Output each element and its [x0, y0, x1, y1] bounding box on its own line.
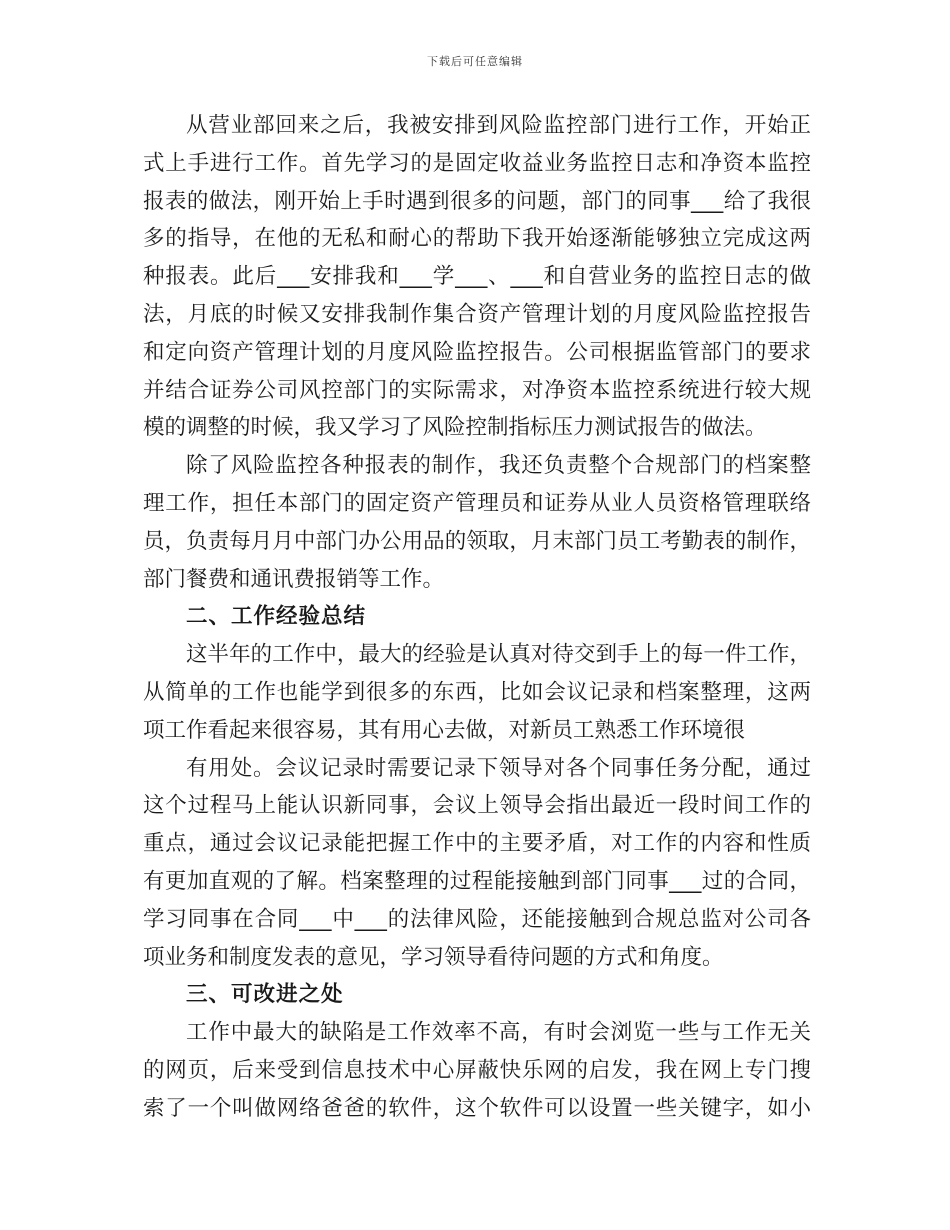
document-body — [143, 107, 811, 1128]
page-header: 下载后可任意编辑 — [427, 55, 523, 68]
paragraph-line: 并结合证券公司风控部门的实际需求，对净资本监控系统进行较大规 — [143, 377, 811, 403]
paragraph-line: 这半年的工作中，最大的经验是认真对待交到手上的每一件工作， — [186, 642, 811, 668]
paragraph-line: 有更加直观的了解。档案整理的过程能接触到部门同事___过的合同， — [143, 868, 811, 894]
paragraph-line: 法，月底的时候又安排我制作集合资产管理计划的月度风险监控报告 — [143, 301, 811, 327]
paragraph-line: 从简单的工作也能学到很多的东西，比如会议记录和档案整理，这两 — [143, 679, 811, 705]
paragraph-line: 式上手进行工作。首先学习的是固定收益业务监控日志和净资本监控 — [143, 150, 811, 176]
paragraph-line: 有用处。会议记录时需要记录下领导对各个同事任务分配，通过 — [186, 755, 811, 781]
paragraph-line: 从营业部回来之后，我被安排到风险监控部门进行工作，开始正 — [186, 113, 811, 138]
paragraph-line: 这个过程马上能认识新同事，会议上领导会指出最近一段时间工作的 — [143, 793, 811, 819]
paragraph-line: 部门餐费和通讯费报销等工作。 — [143, 566, 445, 592]
paragraph-line: 项工作看起来很容易，其有用心去做，对新员工熟悉工作环境很 — [143, 717, 746, 743]
paragraph-line: 员，负责每月月中部门办公用品的领取，月末部门员工考勤表的制作， — [143, 528, 811, 554]
paragraph-line: 重点，通过会议记录能把握工作中的主要矛盾，对工作的内容和性质 — [143, 831, 811, 857]
section-heading: 二、工作经验总结 — [186, 604, 367, 630]
paragraph-line: 理工作，担任本部门的固定资产管理员和证券从业人员资格管理联络 — [143, 490, 811, 516]
paragraph-line: 除了风险监控各种报表的制作，我还负责整个合规部门的档案整 — [186, 453, 811, 479]
paragraph-line: 索了一个叫做网络爸爸的软件，这个软件可以设置一些关键字，如小 — [143, 1095, 811, 1121]
paragraph-line: 种报表。此后___安排我和___学___、___和自营业务的监控日志的做 — [143, 264, 811, 290]
paragraph-line: 学习同事在合同___中___的法律风险，还能接触到合规总监对公司各 — [143, 906, 811, 932]
paragraph-line: 多的指导，在他的无私和耐心的帮助下我开始逐渐能够独立完成这两 — [143, 226, 811, 252]
paragraph-line: 报表的做法，刚开始上手时遇到很多的问题，部门的同事___给了我很 — [143, 188, 811, 214]
paragraph-line: 和定向资产管理计划的月度风险监控报告。公司根据监管部门的要求 — [143, 339, 811, 365]
section-heading: 三、可改进之处 — [186, 982, 344, 1008]
paragraph-line: 项业务和制度发表的意见，学习领导看待问题的方式和角度。 — [143, 944, 724, 970]
paragraph-line: 工作中最大的缺陷是工作效率不高，有时会浏览一些与工作无关 — [186, 1020, 811, 1046]
paragraph-line: 模的调整的时候，我又学习了风险控制指标压力测试报告的做法。 — [143, 415, 767, 441]
paragraph-line: 的网页，后来受到信息技术中心屏蔽快乐网的启发，我在网上专门搜 — [143, 1057, 811, 1083]
